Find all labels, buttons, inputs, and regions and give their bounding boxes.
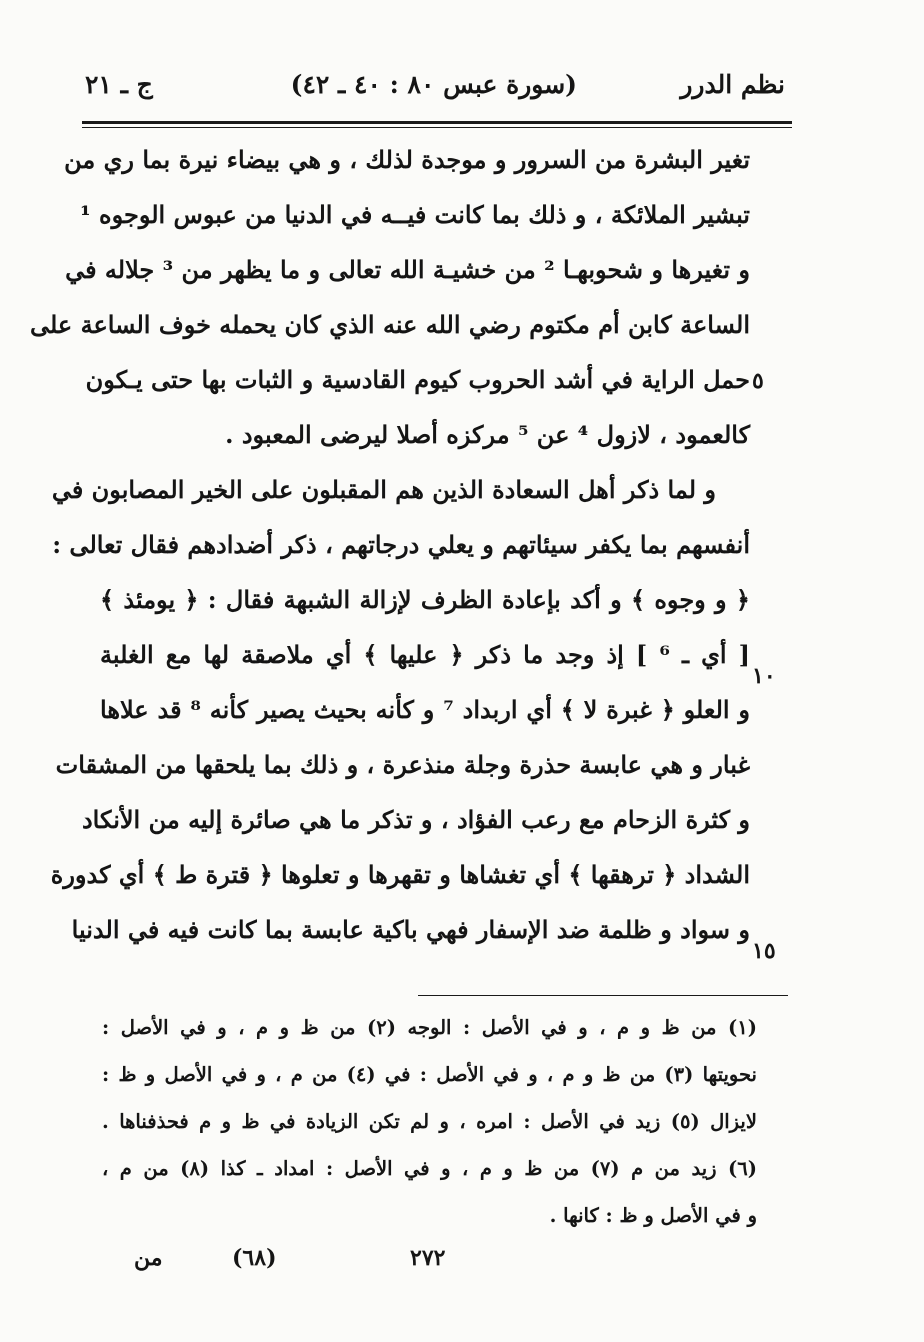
- running-header: [85, 70, 785, 110]
- volume-number: ج ـ ٢١: [85, 70, 153, 99]
- text-line: تغير البشرة من السرور و موجدة لذلك ، و هي بيضاء نيرة بما ري من: [64, 145, 750, 174]
- text-line: [ أي ـ ⁶ ] إذ وجد ما ذكر ﴿ عليها ﴾ أي ملاصقة لها مع الغلبة: [100, 640, 750, 669]
- line-number-15: ١٥: [752, 938, 776, 964]
- line-number-5: ٥: [752, 368, 764, 394]
- text-line: و لما ذكر أهل السعادة الذين هم المقبلون على الخير المصابون في: [51, 475, 716, 504]
- header-rule-thin: [82, 127, 792, 128]
- footnote-rule: [418, 995, 788, 996]
- text-line: حمل الراية في أشد الحروب كيوم القادسية و الثبات بها حتى يـكون: [85, 365, 750, 394]
- footnote-line: نحويتها (٣) من ظ و م ، و في الأصل : في (٤) من م ، و في الأصل و ظ :: [102, 1063, 757, 1086]
- footnote-line: و في الأصل و ظ : كانها .: [549, 1204, 757, 1227]
- footnote-line: (١) من ظ و م ، و في الأصل : الوجه (٢) من ظ و م ، و في الأصل :: [102, 1016, 757, 1039]
- book-title: نظم الدرر: [680, 70, 785, 99]
- line-number-10: ١٠: [752, 663, 776, 689]
- footnotes: [102, 1004, 757, 1239]
- page-footer: [0, 1245, 924, 1285]
- text-line: و تغيرها و شحوبهـا ² من خشيـة الله تعالى و ما يظهر من ³ جلاله في: [65, 255, 750, 284]
- text-line: غبار و هي عابسة حذرة وجلة منذعرة ، و ذلك بما يلحقها من المشقات: [55, 750, 750, 779]
- signature-mark: (٦٨): [232, 1245, 277, 1271]
- surah-reference: (سورة عبس ٨٠ : ٤٠ ـ ٤٢): [290, 70, 577, 99]
- text-line: كالعمود ، لازول ⁴ عن ⁵ مركزه أصلا ليرضى المعبود .: [225, 420, 750, 449]
- header-rule-thick: [82, 121, 792, 124]
- footnote-line: لايزال (٥) زيد في الأصل : امره ، و لم تكن الزيادة في ظ و م فحذفناها .: [102, 1110, 757, 1133]
- text-line: و سواد و ظلمة ضد الإسفار فهي باكية عابسة بما كانت فيه في الدنيا: [71, 915, 750, 944]
- text-line: الشداد ﴿ ترهقها ﴾ أي تغشاها و تقهرها و تعلوها ﴿ قترة ط ﴾ أي كدورة: [50, 860, 750, 889]
- catchword: من: [134, 1245, 163, 1271]
- text-line: و العلو ﴿ غبرة لا ﴾ أي اربداد ⁷ و كأنه بحيث يصير كأنه ⁸ قد علاها: [100, 695, 751, 724]
- footnote-line: (٦) زيد من م (٧) من ظ و م ، و في الأصل : امداد ـ كذا (٨) من م ،: [102, 1157, 757, 1180]
- text-line: ﴿ و وجوه ﴾ و أكد بإعادة الظرف لإزالة الشبهة فقال : ﴿ يومئذ ﴾: [100, 585, 750, 614]
- page-number: ٢٧٢: [410, 1245, 446, 1271]
- main-text: [29, 132, 751, 957]
- text-line: أنفسهم بما يكفر سيئاتهم و يعلي درجاتهم ، ذكر أضدادهم فقال تعالى :: [52, 530, 750, 559]
- text-line: و كثرة الزحام مع رعب الفؤاد ، و تذكر ما هي صائرة إليه من الأنكاد: [81, 805, 750, 834]
- text-line: الساعة كابن أم مكتوم رضي الله عنه الذي كان يحمله خوف الساعة على: [29, 310, 750, 339]
- text-line: تبشير الملائكة ، و ذلك بما كانت فيــه في الدنيا من عبوس الوجوه ¹: [80, 200, 750, 229]
